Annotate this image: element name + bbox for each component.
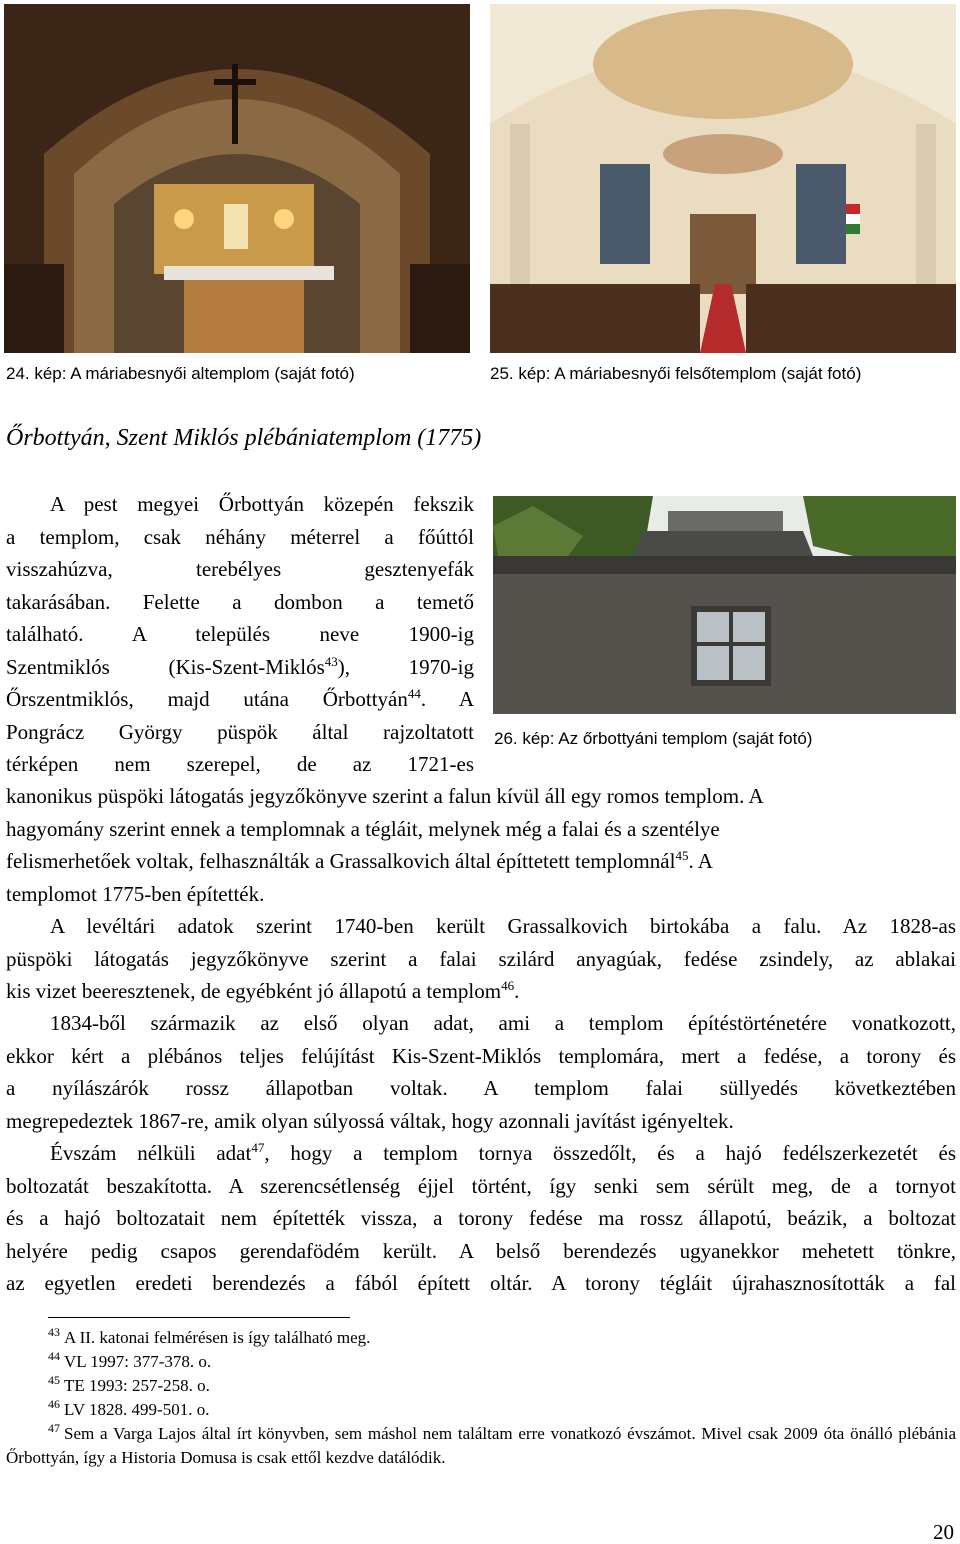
intro-line: A pest megyei Őrbottyán közepén fekszik bbox=[50, 492, 474, 516]
footnote-ref: 44 bbox=[407, 686, 421, 701]
altemplom-photo bbox=[4, 4, 470, 353]
orbottyan-church-photo bbox=[493, 496, 956, 714]
text-line: hagyomány szerint ennek a templomnak a tégláit, melynek még a falai és a szentélye bbox=[6, 816, 720, 841]
intro-paragraph bbox=[6, 488, 474, 781]
footnote: $^{47}$ Sem a Varga Lajos által írt könyvben, sem máshol nem találtam erre vonatkozó évszámot. Mivel csak 2009 óta önálló plébánia Őrbottyán, így a Historia Domusa is csak ettől kezdve datálódik. bbox=[6, 1421, 956, 1467]
intro-line: takarásában. Felette a dombon a temető bbox=[6, 589, 474, 614]
intro-line: Szentmiklós (Kis-Szent-Miklós$^{43}$), 1970-ig bbox=[6, 653, 475, 679]
text-line: kanonikus püspöki látogatás jegyzőkönyve szerint a falun kívül áll egy romos templom. A bbox=[6, 784, 764, 808]
felsotemplom-caption: 25. kép: A máriabesnyői felsőtemplom (saját fotó) bbox=[490, 364, 862, 383]
intro-line: a templom, csak néhány méterrel a főúttól bbox=[6, 524, 474, 549]
intro-line: található. A település neve 1900-ig bbox=[6, 622, 474, 646]
intro-line: visszahúzva, terebélyes gesztenyefák bbox=[6, 557, 474, 581]
footnote: $^{45}$ TE 1993: 257-258. o. bbox=[48, 1373, 210, 1395]
footnote-ref: 43 bbox=[324, 653, 338, 669]
footnote-ref: 47 bbox=[251, 1140, 265, 1155]
body-paragraph-2 bbox=[6, 910, 956, 1008]
body-paragraph-1 bbox=[6, 780, 956, 910]
intro-line: Őrszentmiklós, majd utána Őrbottyán$^{44}$. A bbox=[6, 686, 474, 711]
footnote-ref: 45 bbox=[675, 848, 689, 863]
text-line: megrepedeztek 1867-re, amik olyan súlyossá váltak, hogy azonnali javítást igényeltek. bbox=[6, 1108, 734, 1133]
footnotes bbox=[6, 1326, 956, 1470]
footnote: $^{43}$ A II. katonai felmérésen is így található meg. bbox=[48, 1325, 371, 1347]
felsotemplom-photo bbox=[490, 4, 956, 353]
altemplom-caption: 24. kép: A máriabesnyői altemplom (saját fotó) bbox=[6, 364, 355, 383]
text-line: helyére pedig csapos gerendafödém került. A belső berendezés ugyanekkor mehetett tönkre, bbox=[6, 1238, 956, 1263]
footnote-divider bbox=[48, 1317, 350, 1318]
text-line: az egyetlen eredeti berendezés a fából épített oltár. A torony tégláit újrahasznosították a fal bbox=[6, 1271, 956, 1295]
text-line: templomot 1775-ben építették. bbox=[6, 881, 265, 906]
body-paragraph-3 bbox=[6, 1007, 956, 1137]
intro-line: Pongrácz György püspök által rajzoltatott bbox=[6, 719, 474, 744]
text-line: és a hajó boltozatait nem építették vissza, a torony fedése ma rossz állapotú, beázik, a boltozat bbox=[6, 1206, 956, 1230]
text-line: 1834-ből származik az első olyan adat, ami a templom építéstörténetére vonatkozott, bbox=[50, 1011, 956, 1035]
text-line: felismerhetőek voltak, felhasználták a Grassalkovich által építtetett templomnál$^{45}$. A bbox=[6, 848, 713, 873]
text-line: kis vizet beeresztenek, de egyébként jó állapotú a templom$^{46}$. bbox=[6, 978, 520, 1003]
footnote: $^{46}$ LV 1828. 499-501. o. bbox=[48, 1397, 210, 1419]
text-line: Évszám nélküli adat$^{47}$, hogy a templom tornya összedőlt, és a hajó fedélszerkezetét és bbox=[50, 1140, 956, 1165]
footnote: $^{44}$ VL 1997: 377-378. o. bbox=[48, 1349, 212, 1371]
text-line: ekkor kért a plébános teljes felújítást Kis-Szent-Miklós templomára, mert a fedése, a torony és bbox=[6, 1043, 956, 1068]
orbottyan-caption: 26. kép: Az őrbottyáni templom (saját fotó) bbox=[494, 729, 813, 748]
page-number: 20 bbox=[933, 1520, 954, 1544]
text-line: a nyílászárók rossz állapotban voltak. A templom falai süllyedés következtében bbox=[6, 1076, 956, 1100]
text-line: A levéltári adatok szerint 1740-ben került Grassalkovich birtokába a falu. Az 1828-as bbox=[50, 914, 956, 938]
text-line: boltozatát beszakította. A szerencsétlenség éjjel történt, így senki sem sérült meg, de a tornyot bbox=[6, 1173, 956, 1198]
footnote-ref: 46 bbox=[501, 978, 515, 993]
intro-line: térképen nem szerepel, de az 1721-es bbox=[6, 752, 474, 776]
body-paragraph-4 bbox=[6, 1137, 956, 1300]
section-heading: Őrbottyán, Szent Miklós plébániatemplom (1775) bbox=[6, 425, 482, 451]
text-line: püspöki látogatás jegyzőkönyve szerint a falai szilárd anyagúak, fedése zsindely, az ablakai bbox=[6, 946, 956, 971]
